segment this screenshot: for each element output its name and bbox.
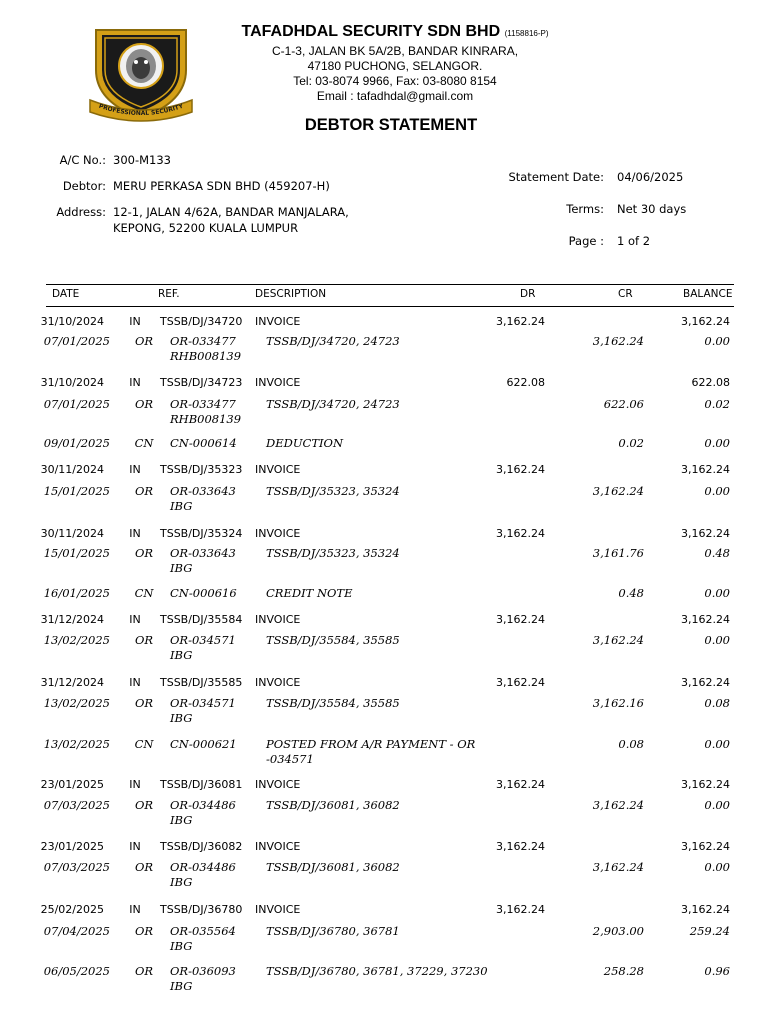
row-ref-number: OR-033477 (170, 397, 236, 411)
row-dr: 622.08 (506, 376, 545, 389)
row-ref-number: OR-034486 (170, 860, 236, 874)
row-date: 31/10/2024 (40, 315, 104, 328)
row-ref-bank: RHB008139 (170, 412, 242, 426)
row-date: 07/01/2025 (43, 334, 110, 348)
row-date: 07/04/2025 (43, 924, 110, 938)
row-ref: TSSB/DJ/35324 (160, 527, 243, 540)
row-ref-number: OR-036093 (170, 964, 236, 978)
row-description: INVOICE (255, 613, 301, 626)
row-ref-bank: IBG (170, 561, 193, 575)
row-balance: 0.00 (704, 334, 730, 348)
row-balance: 0.00 (704, 798, 730, 812)
row-ref-bank: IBG (170, 939, 193, 953)
page-label: Page : (568, 234, 604, 248)
row-dr: 3,162.24 (496, 676, 545, 689)
row-ref (170, 633, 265, 663)
row-balance: 3,162.24 (681, 463, 730, 476)
row-ref-bank: IBG (170, 499, 193, 513)
row-ref-number: OR-033643 (170, 484, 236, 498)
row-description: INVOICE (255, 376, 301, 389)
row-balance: 3,162.24 (681, 676, 730, 689)
row-ref-number: OR-033643 (170, 546, 236, 560)
row-ref-number: OR-034571 (170, 696, 236, 710)
row-cr: 3,162.24 (592, 633, 644, 647)
row-date: 13/02/2025 (43, 633, 110, 647)
row-cr: 3,162.24 (592, 860, 644, 874)
row-description: TSSB/DJ/36081, 36082 (266, 798, 400, 812)
row-type: IN (129, 903, 141, 916)
row-cr: 3,162.24 (592, 484, 644, 498)
row-balance: 0.00 (704, 586, 730, 600)
table-header-rule (46, 306, 734, 307)
row-type: OR (134, 546, 154, 560)
row-cr: 3,161.76 (592, 546, 644, 560)
column-header-date: DATE (52, 288, 80, 300)
row-cr: 258.28 (603, 964, 644, 978)
row-ref (170, 397, 265, 427)
company-email: Email : tafadhdal@gmail.com (316, 89, 474, 103)
company-address-line1: C-1-3, JALAN BK 5A/2B, BANDAR KINRARA, (271, 44, 519, 58)
company-name: TAFADHDAL SECURITY SDN BHD (241, 23, 501, 40)
row-type: CN (134, 737, 154, 751)
terms-label: Terms: (566, 202, 604, 216)
row-ref (170, 334, 265, 364)
row-cr: 2,903.00 (592, 924, 644, 938)
row-dr: 3,162.24 (496, 778, 545, 791)
row-ref: TSSB/DJ/34723 (160, 376, 243, 389)
debtor-value: MERU PERKASA SDN BHD (459207-H) (113, 179, 330, 193)
ac-no-label: A/C No.: (59, 153, 106, 167)
row-date: 07/03/2025 (43, 798, 110, 812)
row-date: 06/05/2025 (43, 964, 110, 978)
row-type: OR (134, 397, 154, 411)
row-balance: 0.00 (704, 860, 730, 874)
page-value: 1 of 2 (617, 234, 651, 248)
row-ref: TSSB/DJ/34720 (160, 315, 243, 328)
row-dr: 3,162.24 (496, 613, 545, 626)
row-balance: 259.24 (689, 924, 730, 938)
row-ref-bank: RHB008139 (170, 349, 242, 363)
row-ref: CN-000614 (170, 436, 237, 450)
row-ref-number: OR-034571 (170, 633, 236, 647)
row-date: 31/10/2024 (40, 376, 104, 389)
ac-no-value: 300-M133 (113, 153, 171, 167)
row-description: TSSB/DJ/35323, 35324 (266, 484, 400, 498)
row-ref: TSSB/DJ/36780 (160, 903, 243, 916)
row-dr: 3,162.24 (496, 527, 545, 540)
row-type: OR (134, 860, 154, 874)
row-cr: 0.02 (618, 436, 644, 450)
row-date: 23/01/2025 (40, 840, 104, 853)
row-ref: TSSB/DJ/36082 (160, 840, 243, 853)
row-balance: 0.02 (704, 397, 730, 411)
row-dr: 3,162.24 (496, 315, 545, 328)
row-balance: 0.00 (704, 633, 730, 647)
row-type: CN (134, 436, 154, 450)
row-balance: 3,162.24 (681, 613, 730, 626)
row-cr: 0.08 (618, 737, 644, 751)
row-cr: 3,162.24 (592, 798, 644, 812)
row-ref-number: OR-033477 (170, 334, 236, 348)
row-balance: 3,162.24 (681, 903, 730, 916)
row-date: 31/12/2024 (40, 676, 104, 689)
row-balance: 3,162.24 (681, 778, 730, 791)
row-balance: 0.96 (704, 964, 730, 978)
statement-date-label: Statement Date: (508, 170, 604, 184)
row-dr: 3,162.24 (496, 903, 545, 916)
row-description: INVOICE (255, 315, 301, 328)
row-type: OR (134, 964, 154, 978)
row-description: TSSB/DJ/34720, 24723 (266, 334, 400, 348)
row-ref-bank: IBG (170, 875, 193, 889)
company-reg-no: (1158816-P) (504, 29, 549, 38)
row-type: IN (129, 778, 141, 791)
row-ref: TSSB/DJ/36081 (160, 778, 243, 791)
row-date: 30/11/2024 (40, 463, 104, 476)
row-balance: 622.08 (691, 376, 730, 389)
row-cr: 3,162.24 (592, 334, 644, 348)
row-description: DEDUCTION (266, 436, 344, 450)
statement-date-value: 04/06/2025 (617, 170, 684, 184)
row-description: TSSB/DJ/36780, 36781, 37229, 37230 (266, 964, 488, 978)
row-ref-number: OR-035564 (170, 924, 236, 938)
address-label: Address: (56, 205, 106, 219)
row-description: TSSB/DJ/35584, 35585 (266, 633, 400, 647)
row-cr: 622.06 (603, 397, 644, 411)
company-name-line (210, 22, 580, 44)
row-description: POSTED FROM A/R PAYMENT - OR -034571 (266, 737, 476, 766)
row-description: TSSB/DJ/36081, 36082 (266, 860, 400, 874)
company-logo (86, 22, 196, 122)
row-date: 15/01/2025 (43, 546, 110, 560)
row-ref-bank: IBG (170, 979, 193, 993)
row-date: 16/01/2025 (43, 586, 110, 600)
row-ref (170, 798, 265, 828)
column-header-ref: REF. (158, 288, 180, 300)
row-ref (170, 860, 265, 890)
row-type: IN (129, 840, 141, 853)
column-header-dr: DR (520, 288, 536, 300)
row-cr: 0.48 (618, 586, 644, 600)
row-type: OR (134, 484, 154, 498)
row-dr: 3,162.24 (496, 840, 545, 853)
row-balance: 0.08 (704, 696, 730, 710)
row-type: CN (134, 586, 154, 600)
row-type: OR (134, 633, 154, 647)
row-description: CREDIT NOTE (266, 586, 353, 600)
address-line2: KEPONG, 52200 KUALA LUMPUR (113, 221, 299, 235)
row-balance: 3,162.24 (681, 840, 730, 853)
row-date: 31/12/2024 (40, 613, 104, 626)
row-ref: TSSB/DJ/35323 (160, 463, 243, 476)
document-title: DEBTOR STATEMENT (304, 116, 478, 134)
row-ref: CN-000616 (170, 586, 237, 600)
row-ref (170, 484, 265, 514)
company-phone: Tel: 03-8074 9966, Fax: 03-8080 8154 (293, 74, 497, 88)
row-ref-bank: IBG (170, 813, 193, 827)
row-ref (170, 924, 265, 954)
row-description: INVOICE (255, 778, 301, 791)
row-description: INVOICE (255, 840, 301, 853)
row-type: OR (134, 696, 154, 710)
address-line1: 12-1, JALAN 4/62A, BANDAR MANJALARA, (113, 205, 349, 219)
row-ref (170, 964, 265, 994)
row-date: 13/02/2025 (43, 737, 110, 751)
row-date: 15/01/2025 (43, 484, 110, 498)
row-balance: 0.00 (704, 484, 730, 498)
row-description: INVOICE (255, 527, 301, 540)
row-date: 07/03/2025 (43, 860, 110, 874)
debtor-label: Debtor: (62, 179, 106, 193)
terms-value: Net 30 days (617, 202, 687, 216)
row-type: IN (129, 315, 141, 328)
row-ref (170, 546, 265, 576)
row-description: INVOICE (255, 463, 301, 476)
row-type: IN (129, 376, 141, 389)
row-type: OR (134, 334, 154, 348)
row-type: OR (134, 924, 154, 938)
table-top-rule (46, 284, 734, 285)
row-ref: TSSB/DJ/35584 (160, 613, 243, 626)
row-type: IN (129, 527, 141, 540)
svg-text:PROFESSIONAL SECURITY: PROFESSIONAL SECURITY (97, 102, 185, 118)
row-date: 25/02/2025 (40, 903, 104, 916)
row-description: TSSB/DJ/34720, 24723 (266, 397, 400, 411)
row-type: IN (129, 463, 141, 476)
row-description: TSSB/DJ/36780, 36781 (266, 924, 400, 938)
row-type: OR (134, 798, 154, 812)
row-type: IN (129, 613, 141, 626)
row-balance: 3,162.24 (681, 527, 730, 540)
column-header-balance: BALANCE (683, 288, 733, 300)
row-ref (170, 696, 265, 726)
row-ref-bank: IBG (170, 711, 193, 725)
row-ref: TSSB/DJ/35585 (160, 676, 243, 689)
row-balance: 0.00 (704, 737, 730, 751)
column-header-description: DESCRIPTION (255, 288, 327, 300)
row-description: TSSB/DJ/35584, 35585 (266, 696, 400, 710)
row-ref-number: OR-034486 (170, 798, 236, 812)
row-dr: 3,162.24 (496, 463, 545, 476)
company-address-line2: 47180 PUCHONG, SELANGOR. (307, 59, 483, 73)
row-date: 09/01/2025 (43, 436, 110, 450)
row-description: INVOICE (255, 676, 301, 689)
row-date: 13/02/2025 (43, 696, 110, 710)
row-type: IN (129, 676, 141, 689)
company-header (210, 22, 580, 104)
row-cr: 3,162.16 (592, 696, 644, 710)
row-date: 07/01/2025 (43, 397, 110, 411)
row-description: INVOICE (255, 903, 301, 916)
row-description: TSSB/DJ/35323, 35324 (266, 546, 400, 560)
row-balance: 0.48 (704, 546, 730, 560)
row-ref-bank: IBG (170, 648, 193, 662)
column-header-cr: CR (618, 288, 633, 300)
row-balance: 0.00 (704, 436, 730, 450)
row-date: 23/01/2025 (40, 778, 104, 791)
row-ref: CN-000621 (170, 737, 237, 751)
row-date: 30/11/2024 (40, 527, 104, 540)
row-balance: 3,162.24 (681, 315, 730, 328)
